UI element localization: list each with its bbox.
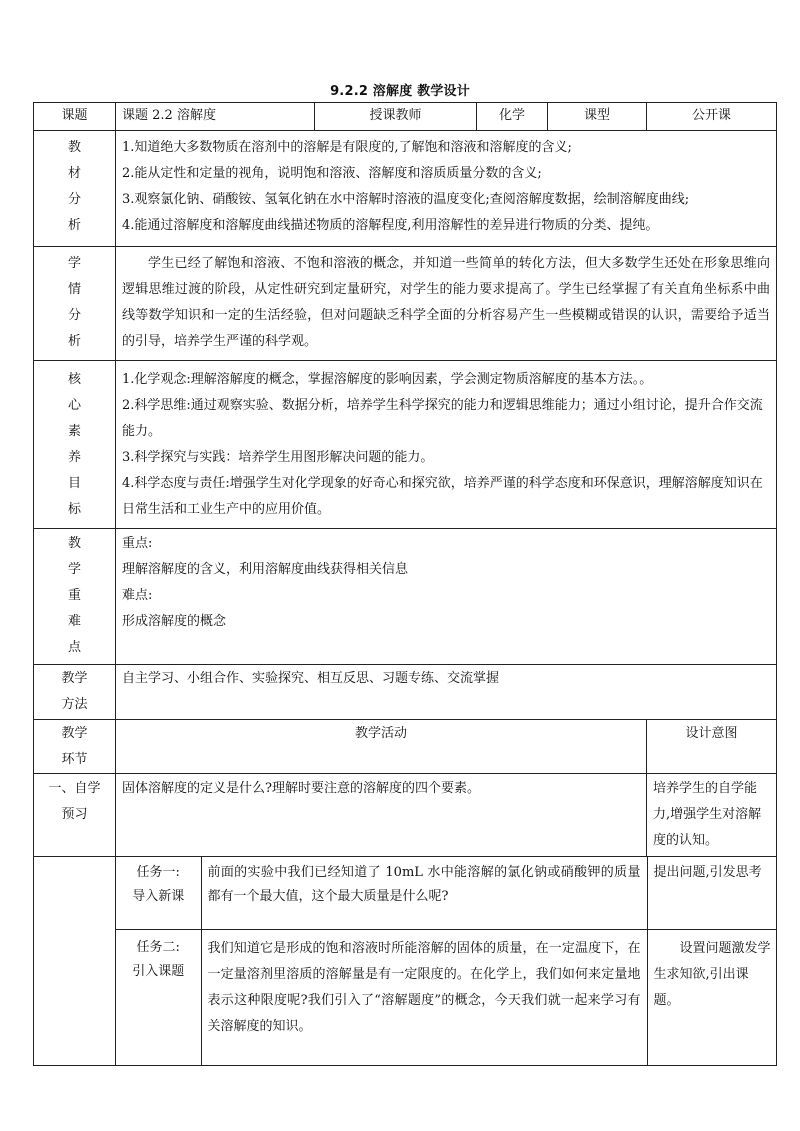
key-points-label: 教 学 重 难 点 — [34, 529, 116, 665]
header-row — [34, 103, 777, 131]
type-value: 公开课 — [647, 103, 777, 131]
textbook-analysis-label: 教 材 分 析 — [34, 131, 116, 247]
preview-stage-label: 一、自学 预习 — [34, 774, 116, 857]
key-point-heading: 重点: — [122, 536, 153, 551]
preview-intent: 培养学生的自学能力,增强学生对溶解度的认知。 — [647, 774, 777, 857]
core-literacy-row — [34, 361, 777, 529]
document-title: 9.2.2 溶解度 教学设计 — [330, 84, 470, 99]
task-1-intent: 提出问题,引发思考 — [647, 857, 777, 929]
textbook-analysis-row — [34, 131, 777, 247]
textbook-line: 2.能从定性和定量的视角，说明饱和溶液、溶解度和溶质质量分数的含义; — [122, 166, 542, 181]
tasks-stage-cell — [34, 857, 116, 1066]
subject-value: 化学 — [477, 103, 548, 131]
preview-row — [34, 774, 777, 857]
activity-header-row — [34, 720, 777, 774]
task-1-activity: 前面的实验中我们已经知道了 10mL 水中能溶解的氯化钠或硝酸钾的质量都有一个最大值，这个最大质量是什么呢? — [201, 857, 647, 929]
task-row — [116, 857, 777, 929]
tasks-row — [34, 857, 777, 1066]
key-points-content — [116, 529, 777, 665]
methods-label: 教学 方法 — [34, 665, 116, 720]
methods-content — [116, 665, 777, 720]
preview-activity: 固体溶解度的定义是什么?理解时要注意的溶解度的四个要素。 — [116, 774, 647, 857]
task-2-activity: 我们知道它是形成的饱和溶液时所能溶解的固体的质量，在一定温度下，在一定量溶剂里溶质的溶解量是有一定限度的。在化学上，我们如何来定量地表示这种限度呢?我们引入了“溶解题度”的概念，今天我们就一起来学习有关溶解度的知识。 — [201, 929, 647, 1065]
student-analysis-row — [34, 247, 777, 361]
topic-label: 课题 — [34, 103, 116, 131]
task-row — [116, 929, 777, 1065]
difficult-point-heading: 难点: — [122, 588, 153, 603]
student-analysis-label: 学 情 分 析 — [34, 247, 116, 361]
textbook-line: 1.知道绝大多数物质在溶剂中的溶解是有限度的,了解饱和溶液和溶解度的含义; — [122, 140, 572, 155]
textbook-analysis-content — [116, 131, 777, 247]
literacy-line: 2.科学思维:通过观察实验、数据分析，培养学生科学探究的能力和逻辑思维能力；通过小组讨论，提升合作交流能力。 — [122, 398, 763, 439]
textbook-line: 4.能通过溶解度和溶解度曲线描述物质的溶解程度,利用溶解性的差异进行物质的分类、提纯。 — [122, 218, 659, 233]
type-label: 课型 — [548, 103, 647, 131]
stage-header: 教学 环节 — [34, 720, 116, 774]
intent-header: 设计意图 — [647, 720, 777, 774]
methods-text: 自主学习、小组合作、实验探究、相互反思、习题专练、交流掌握 — [122, 671, 500, 686]
task-2-intent: 设置问题激发学生求知欲,引出课题。 — [647, 929, 777, 1065]
core-literacy-label: 核 心 素 养 目 标 — [34, 361, 116, 529]
difficult-point-text: 形成溶解度的概念 — [122, 614, 227, 629]
literacy-line: 4.科学态度与责任:增强学生对化学现象的好奇心和探究欲，培养严谨的科学态度和环保意识，理解溶解度知识在日常生活和工业生产中的应用价值。 — [122, 476, 763, 517]
methods-row — [34, 665, 777, 720]
teacher-label: 授课教师 — [315, 103, 477, 131]
task-1-name: 任务一: 导入新课 — [116, 857, 201, 929]
student-analysis-content — [116, 247, 777, 361]
lesson-plan-table — [33, 102, 777, 1066]
tasks-container — [116, 857, 777, 1066]
activity-header: 教学活动 — [116, 720, 647, 774]
key-point-text: 理解溶解度的含义，利用溶解度曲线获得相关信息 — [122, 562, 409, 577]
textbook-line: 3.观察氯化钠、硝酸铵、氢氧化钠在水中溶解时溶液的温度变化;查阅溶解度数据，绘制溶解度曲线; — [122, 192, 690, 207]
task-2-name: 任务二: 引入课题 — [116, 929, 201, 1065]
topic-value: 课题 2.2 溶解度 — [116, 103, 315, 131]
literacy-line: 1.化学观念:理解溶解度的概念，掌握溶解度的影响因素，学会测定物质溶解度的基本方法。。 — [122, 372, 653, 387]
literacy-line: 3.科学探究与实践：培养学生用图形解决问题的能力。 — [122, 450, 434, 465]
key-points-row — [34, 529, 777, 665]
core-literacy-content — [116, 361, 777, 529]
tasks-table — [116, 857, 777, 1065]
student-analysis-text: 学生已经了解饱和溶液、不饱和溶液的概念，并知道一些简单的转化方法，但大多数学生还处在形象思维向逻辑思维过渡的阶段，从定性研究到定量研究，对学生的能力要求提高了。学生已经掌握了有关直角坐标系中曲线等数学知识和一定的生活经验，但对问题缺乏科学全面的分析容易产生一些模糊或错误的认识，需要给予适当的引导，培养学生严谨的科学观。 — [122, 256, 771, 349]
